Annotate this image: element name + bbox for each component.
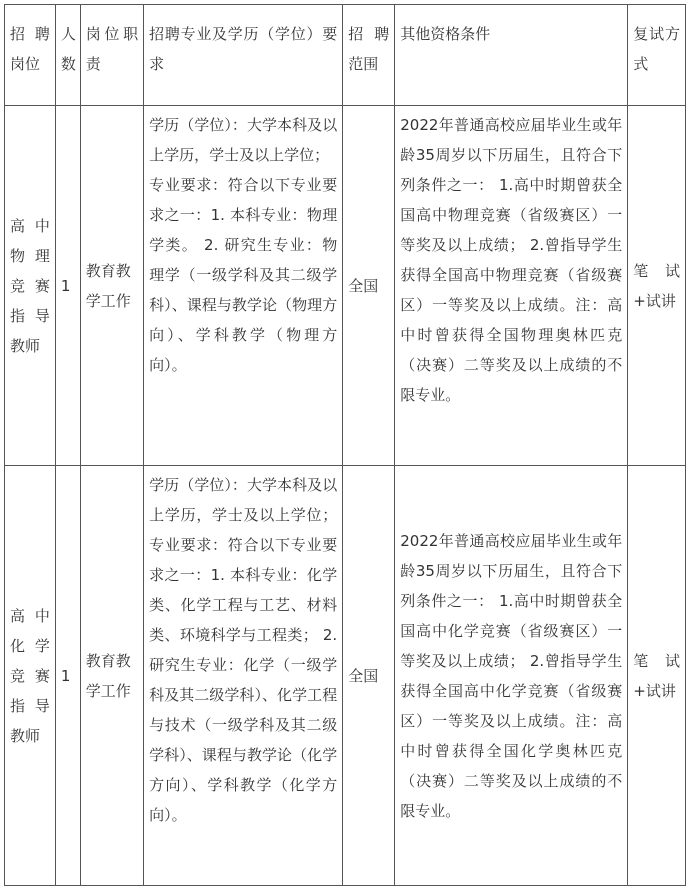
row-count: 1 [55,106,80,466]
row-major: 学历（学位）：大学本科及以上学历，学士及以上学位； 专业要求：符合以下专业要求之一：1. 本科专业：物理学类。 2. 研究生专业：物理学（一级学科及其二级学科）、课程与教学论（物理方向）、学科教学（物理方向）。 [144,106,343,466]
table-row [5,466,686,886]
row-scope: 全国 [343,466,395,886]
header-scope: 招聘范围 [343,5,395,106]
header-other: 其他资格条件 [395,5,628,106]
row-retest: 笔试+试讲 [628,466,686,886]
header-count: 人数 [55,5,80,106]
row-duty: 教育教学工作 [80,466,143,886]
row-other: 2022年普通高校应届毕业生或年龄35周岁以下历届生，且符合下列条件之一： 1.高中时期曾获全国高中物理竞赛（省级赛区）一等奖及以上成绩； 2.曾指导学生获得全国高中物理竞赛（省级赛区）一等奖及以上成绩。注：高中时曾获得全国物理奥林匹克（决赛）二等奖及以上成绩的不限专业。 [395,106,628,466]
row-major: 学历（学位）：大学本科及以上学历，学士及以上学位； 专业要求：符合以下专业要求之一：1. 本科专业：化学类、化学工程与工艺、材料类、环境科学与工程类； 2. 研究生专业：化学（一级学科及其二级学科）、化学工程与技术（一级学科及其二级学科）、课程与教学论（化学方向）、学科教学（化学方向）。 [144,466,343,886]
row-duty: 教育教学工作 [80,106,143,466]
row-scope: 全国 [343,106,395,466]
header-row [5,5,686,106]
row-retest: 笔试+试讲 [628,106,686,466]
header-position: 招聘岗位 [5,5,56,106]
row-count: 1 [55,466,80,886]
table-row [5,106,686,466]
header-retest: 复试方式 [628,5,686,106]
recruitment-table [4,4,686,886]
row-other: 2022年普通高校应届毕业生或年龄35周岁以下历届生，且符合下列条件之一： 1.高中时期曾获全国高中化学竞赛（省级赛区）一等奖及以上成绩； 2.曾指导学生获得全国高中化学竞赛（省级赛区）一等奖及以上成绩。注：高中时曾获得全国化学奥林匹克（决赛）二等奖及以上成绩的不限专业。 [395,466,628,886]
header-major: 招聘专业及学历（学位）要求 [144,5,343,106]
header-duty: 岗位职责 [80,5,143,106]
row-position: 高中物理竞赛指导教师 [5,106,56,466]
row-position: 高中化学竞赛指导教师 [5,466,56,886]
